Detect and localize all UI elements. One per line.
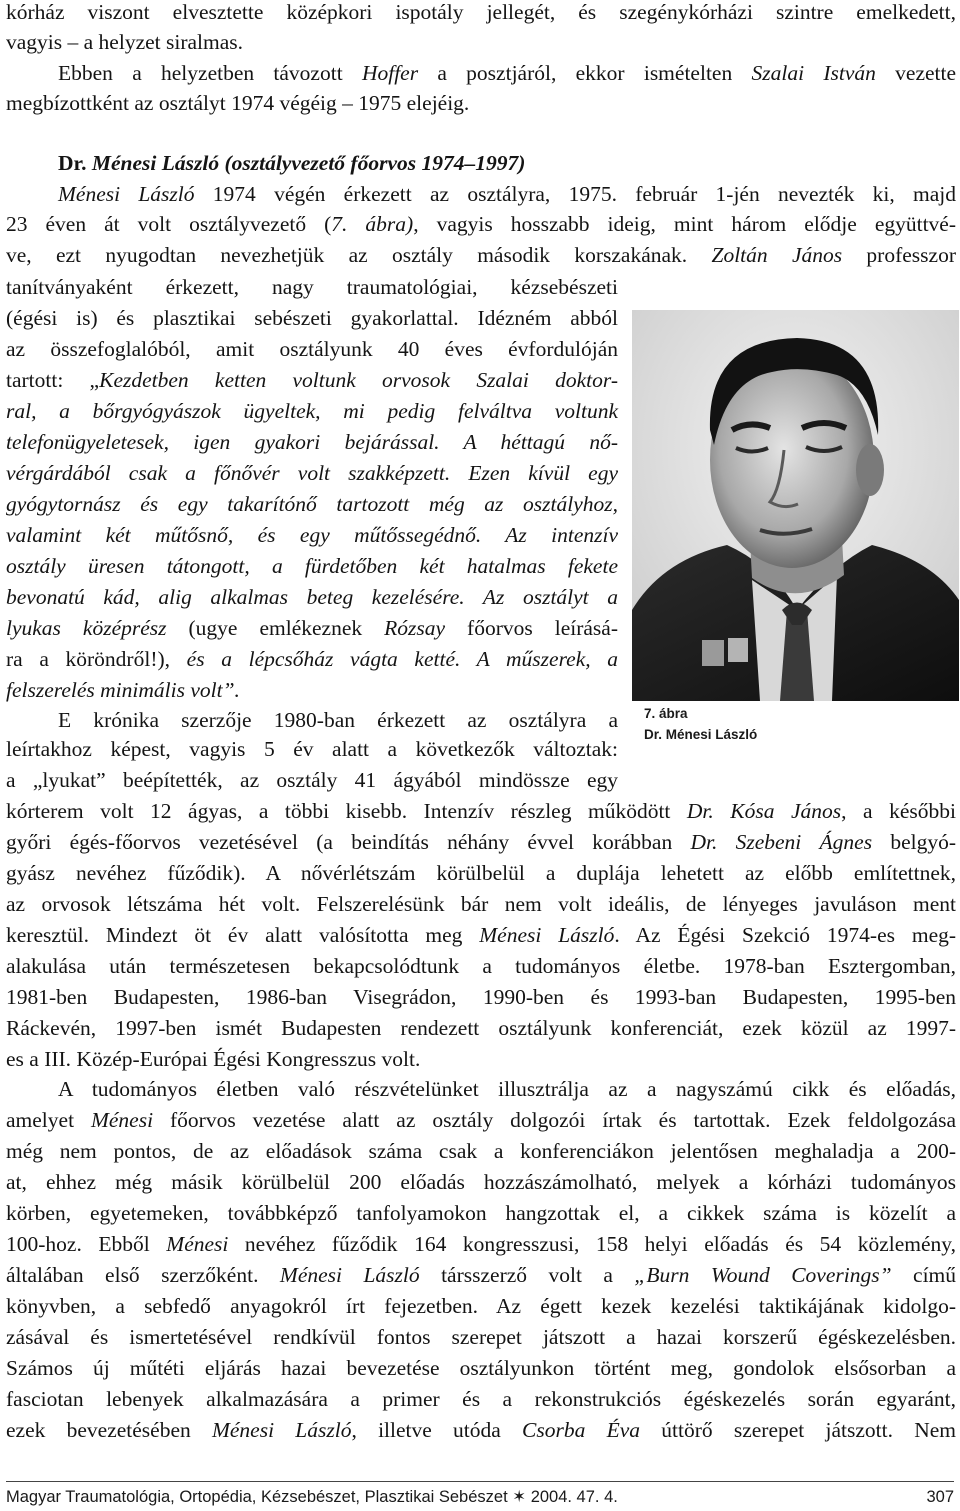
text-line: a „lyukat” beépítették, az osztály 41 ágyából mindössze egy [6, 768, 618, 792]
text-line: felszerelés minimális volt”. [6, 678, 240, 702]
star-icon: ✶ [512, 1488, 527, 1506]
text-line: lyukas középrész (ugye emlékeznek Rózsay főorvos leírásá- [6, 616, 618, 640]
text-line: ra a köröndről!), és a lépcsőház vágta ketté. A műszerek, a [6, 647, 618, 671]
text-line: (égési is) és plasztikai sebészeti gyakorlattal. Idézném abból [6, 306, 618, 330]
page-number: 307 [926, 1488, 954, 1506]
portrait-photo [632, 310, 959, 701]
text-line: még nem pontos, de az előadások száma csak a konferenciákon jelentősen meghaladja a 200- [6, 1139, 956, 1163]
text-line: gyógytornász és egy takarítónő tartozott még az osztályhoz, [6, 492, 618, 516]
figure-name: Dr. Ménesi László [644, 727, 758, 742]
text-line: kórház viszont elvesztette középkori ispotály jellegét, és szegénykórházi szintre emelkedett, [6, 0, 956, 24]
text-line: 100-hoz. Ebből Ménesi nevéhez fűződik 164 kongresszusi, 158 helyi előadás és 54 közlemény, [6, 1232, 957, 1256]
portrait-illustration [632, 310, 959, 701]
text-line: Ménesi László 1974 végén érkezett az osztályra, 1975. február 1-jén nevezték ki, majd [58, 182, 957, 206]
figure-number: 7. ábra [644, 706, 688, 721]
text-line: alakulása után természetesen bekapcsolódtunk a tudományos életbe. 1978-ban Esztergomban, [6, 954, 956, 978]
text-line: A tudományos életben való részvételünket illusztrálja az a nagyszámú cikk és előadás, [58, 1077, 956, 1101]
text-line: az orvosok létszáma hét volt. Felszerelésünk bár nem volt ideális, de lényeges javuláson ment [6, 892, 956, 916]
text-line: megbízottként az osztályt 1974 végéig – 1975 elejéig. [6, 91, 470, 115]
text-line: ezek bevezetésében Ménesi László, illetve utóda Csorba Éva úttörő szerepet játszott. Nem [6, 1418, 956, 1442]
text-line: Számos új műtéti eljárás hazai bevezetése osztályunkon történt meg, gondolok elsősorban a [6, 1356, 956, 1380]
footer-divider [6, 1481, 954, 1482]
text-line: E krónika szerzője 1980-ban érkezett az osztályra a [58, 708, 618, 732]
text-line: keresztül. Mindezt öt év alatt valósította meg Ménesi László. Az Égési Szekció 1974-es meg- [6, 923, 957, 947]
text-line: ve, ezt nyugodtan nevezhetjük az osztály második korszakának. Zoltán János professzor [6, 243, 956, 267]
text-line: vérgárdából csak a főnővér volt szakképzett. Ezen kívül egy [6, 461, 618, 485]
text-line: gyász nevéhez fűződik). A nővérlétszám körülbelül a duplája lehetett az előbb említettnek, [6, 861, 956, 885]
text-line: kórterem volt 12 ágyas, a többi kisebb. Intenzív részleg működött Dr. Kósa János, a későbbi [6, 799, 956, 823]
text-line: osztály üresen tátongott, a fürdetőben két hatalmas fekete [6, 554, 618, 578]
text-line: leírtakhoz képest, vagyis 5 év alatt a következők változtak: [6, 737, 618, 761]
text-line: Ebben a helyzetben távozott Hoffer a posztjáról, ekkor ismételten Szalai István vezette [58, 61, 957, 85]
text-line: körben, egyetemeken, továbbképző tanfolyamokon hangzottak el, a cikkek száma is közelít a [6, 1201, 956, 1225]
text-line: telefonügyeletesek, igen gyakori bejárással. A héttagú nő- [6, 430, 618, 454]
footer-citation [6, 1486, 618, 1508]
text-line: vagyis – a helyzet siralmas. [6, 30, 244, 54]
text-line: könyvben, a sebfedő anyagokról írt fejezetben. Az égett kezek kezelési taktikájának kidolgo- [6, 1294, 956, 1318]
section-heading: Dr. Ménesi László (osztályvezető főorvos 1974–1997) [58, 151, 526, 175]
page-footer [6, 1486, 954, 1510]
text-line: általában első szerzőként. Ménesi László társszerző volt a „Burn Wound Coverings” című [6, 1263, 957, 1287]
text-line: tanítványaként érkezett, nagy traumatológiai, kézsebészeti [6, 275, 618, 299]
text-line: Ráckevén, 1997-ben ismét Budapesten rendezett osztályunk konferenciát, ezek közül az 1997- [6, 1016, 956, 1040]
text-line: es a III. Közép-Európai Égési Kongresszus volt. [6, 1047, 421, 1071]
text-line: valamint két műtősnő, és egy műtőssegédnő. Az intenzív [6, 523, 618, 547]
text-line: at, ehhez még másik körülbelül 200 előadás hozzászámolható, melyek a kórházi tudományos [6, 1170, 956, 1194]
text-line: 23 éven át volt osztályvezető (7. ábra), vagyis hosszabb ideig, mint három elődje együttvé- [6, 212, 957, 236]
text-line: győri égés-főorvos vezetésével (a beindítás néhány évvel korábban Dr. Szebeni Ágnes belgyó- [6, 830, 957, 854]
figure-caption [644, 703, 757, 745]
text-line: bevonatú kád, alig alkalmas beteg kezelésére. Az osztályt a [6, 585, 618, 609]
journal-name: Magyar Traumatológia, Ortopédia, Kézsebészet, Plasztikai Sebészet [6, 1488, 508, 1506]
text-line: ral, a bőrgyógyászok ügyeltek, mi pedig felváltva voltunk [6, 399, 618, 423]
text-line: fasciotan lebenyek alkalmazására a primer és a rekonstrukciós égéskezelés során egyaránt, [6, 1387, 956, 1411]
text-line: amelyet Ménesi főorvos vezetése alatt az osztály dolgozói írtak és tartottak. Ezek feldolgozása [6, 1108, 956, 1132]
text-line: 1981-ben Budapesten, 1986-ban Visegrádon, 1990-ben és 1993-ban Budapesten, 1995-ben [6, 985, 956, 1009]
text-line: az összefoglalóból, amit osztályunk 40 éves évfordulóján [6, 337, 618, 361]
issue-number: 2004. 47. 4. [530, 1488, 618, 1506]
text-line: zásával és ismertetésével rendkívül fontos szerepet játszott a hazai korszerű égéskezelésben. [6, 1325, 956, 1349]
text-line: tartott: „Kezdetben ketten voltunk orvosok Szalai doktor- [6, 368, 618, 392]
